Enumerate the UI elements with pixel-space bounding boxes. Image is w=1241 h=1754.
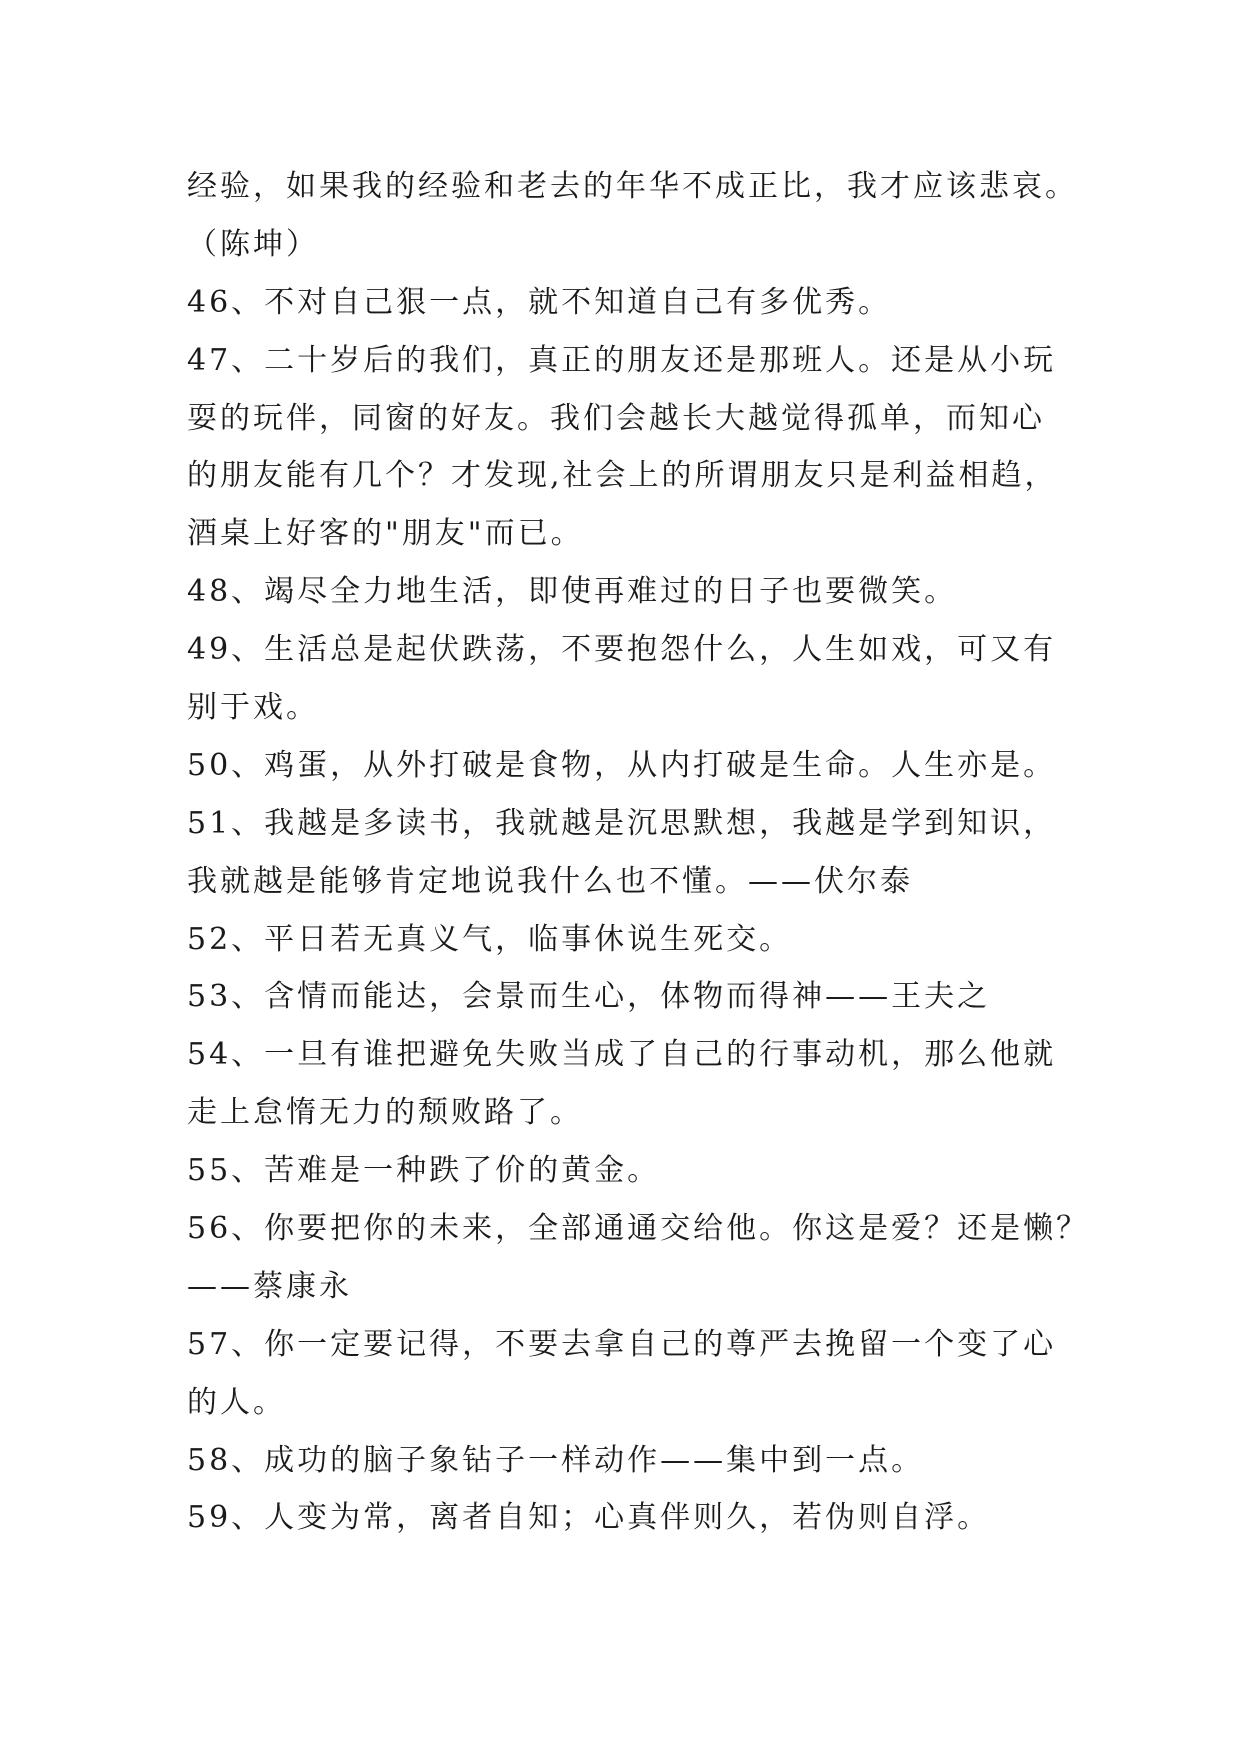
text-line: 48、竭尽全力地生活，即使再难过的日子也要微笑。 xyxy=(187,574,958,610)
text-line: 走上怠惰无力的颓败路了。 xyxy=(187,1095,583,1131)
text-line: 57、你一定要记得，不要去拿自己的尊严去挽留一个变了心 xyxy=(187,1326,1057,1362)
text-line: 56、你要把你的未来，全部通通交给他。你这是爱？还是懒？ xyxy=(187,1211,1090,1247)
text-line: 别于戏。 xyxy=(187,690,319,726)
document-body xyxy=(187,158,1090,1547)
text-line: 我就越是能够肯定地说我什么也不懂。——伏尔泰 xyxy=(187,863,913,899)
text-line: 53、含情而能达，会景而生心，体物而得神——王夫之 xyxy=(187,979,991,1015)
text-line: 50、鸡蛋，从外打破是食物，从内打破是生命。人生亦是。 xyxy=(187,747,1057,783)
text-line: 的人。 xyxy=(187,1384,286,1420)
text-line: 46、不对自己狠一点，就不知道自己有多优秀。 xyxy=(187,284,892,320)
text-line: 51、我越是多读书，我就越是沉思默想，我越是学到知识， xyxy=(187,805,1057,841)
text-line: （陈坤） xyxy=(187,226,319,262)
text-line: 54、一旦有谁把避免失败当成了自己的行事动机，那么他就 xyxy=(187,1037,1057,1073)
text-line: 47、二十岁后的我们，真正的朋友还是那班人。还是从小玩 xyxy=(187,342,1057,378)
text-line: 耍的玩伴，同窗的好友。我们会越长大越觉得孤单，而知心 xyxy=(187,400,1045,436)
text-line: 酒桌上好客的"朋友"而已。 xyxy=(187,516,584,552)
text-line: 52、平日若无真义气，临事休说生死交。 xyxy=(187,921,793,957)
text-line: ——蔡康永 xyxy=(187,1268,352,1304)
text-line: 58、成功的脑子象钻子一样动作——集中到一点。 xyxy=(187,1442,925,1478)
text-line: 经验，如果我的经验和老去的年华不成正比，我才应该悲哀。 xyxy=(187,169,1078,204)
text-line: 59、人变为常，离者自知；心真伴则久，若伪则自浮。 xyxy=(187,1500,991,1536)
text-line: 的朋友能有几个？才发现,社会上的所谓朋友只是利益相趋， xyxy=(187,458,1058,494)
text-line: 55、苦难是一种跌了价的黄金。 xyxy=(187,1153,661,1189)
text-line: 49、生活总是起伏跌荡，不要抱怨什么，人生如戏，可又有 xyxy=(187,632,1057,668)
